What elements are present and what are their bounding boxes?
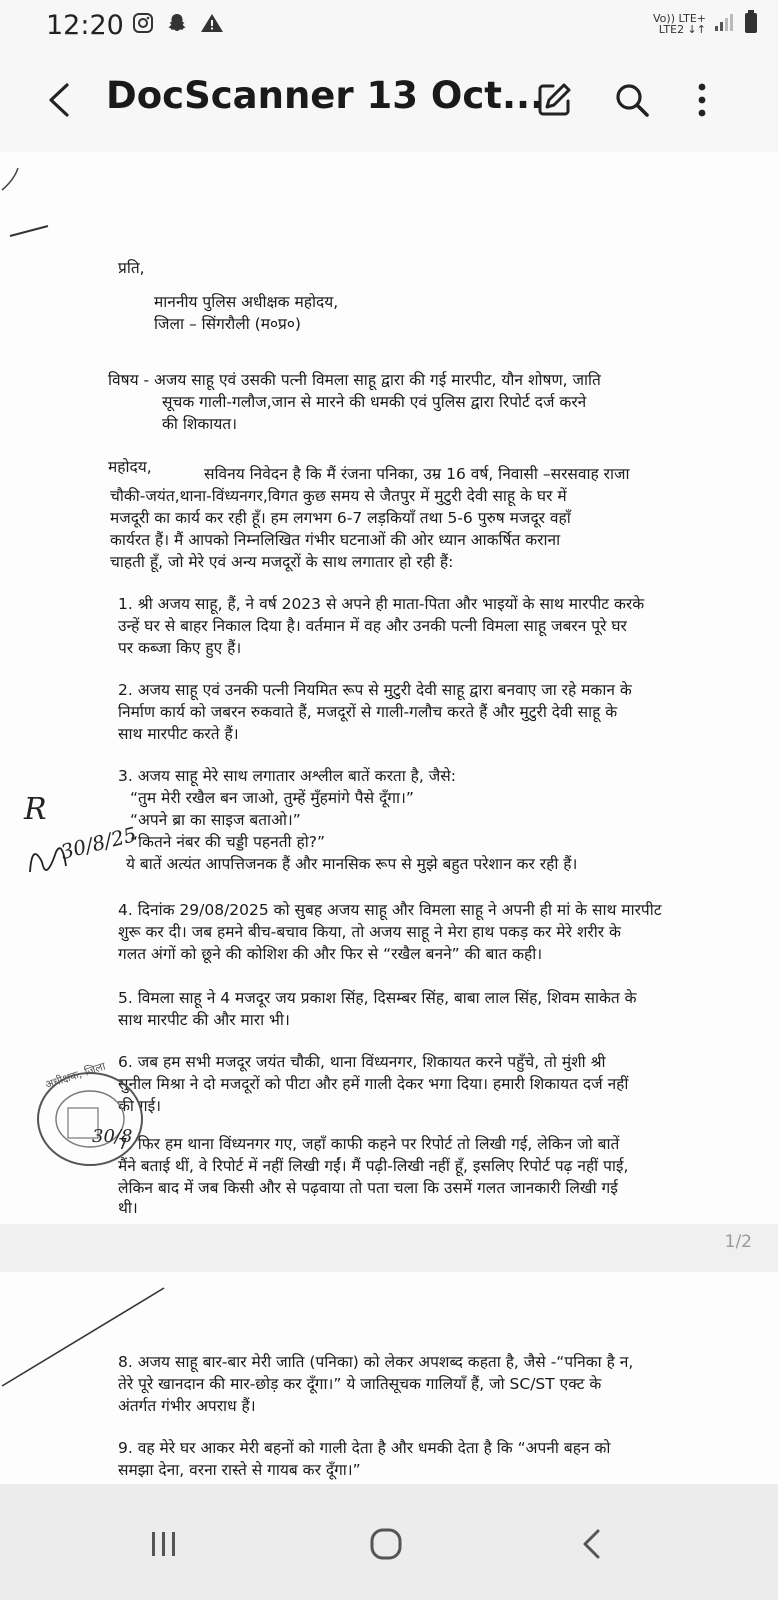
recipient-line: जिला – सिंगरौली (म०प्र०) bbox=[154, 315, 301, 333]
document-viewer[interactable] bbox=[0, 152, 778, 1484]
instagram-icon bbox=[132, 12, 154, 38]
quote-line: “कितने नंबर की चड्डी पहनती हो?” bbox=[130, 833, 325, 851]
body-line: चाहती हूँ, जो मेरे एवं अन्य मजदूरों के साथ लगातार हो रही हैं: bbox=[110, 553, 454, 571]
handwritten-note bbox=[24, 792, 139, 864]
point-1-line: 1. श्री अजय साहू, हैं, ने वर्ष 2023 से अपने ही माता-पिता और भाइयों के साथ मारपीट करके bbox=[118, 595, 645, 613]
handwritten-initial: R bbox=[24, 792, 47, 827]
point-5-line: साथ मारपीट की और मारा भी। bbox=[118, 1011, 290, 1029]
point-9-line: समझा देना, वरना रास्ते से गायब कर दूँगा।” bbox=[118, 1461, 361, 1479]
point-1-line: पर कब्जा किए हुए हैं। bbox=[118, 639, 242, 657]
back-nav-icon[interactable] bbox=[562, 1514, 622, 1574]
point-7-line: 7. फिर हम थाना विंध्यनगर गए, जहाँ काफी कहने पर रिपोर्ट तो लिखी गई, लेकिन जो बातें bbox=[118, 1135, 620, 1153]
network-label: Vo)) LTE+ LTE2 ↓↑ bbox=[653, 12, 706, 36]
battery-icon bbox=[744, 10, 758, 38]
document-page-2 bbox=[0, 1272, 778, 1484]
signature-mark bbox=[22, 832, 142, 892]
address-salutation: महोदय, bbox=[108, 458, 152, 476]
point-4-line: शुरू कर दी। जब हमने बीच-बचाव किया, तो अजय साहू ने मेरा हाथ पकड़ कर मेरे शरीर के bbox=[118, 923, 621, 941]
salutation-to: प्रति, bbox=[118, 259, 145, 277]
snapchat-icon bbox=[166, 12, 188, 38]
recent-apps-icon[interactable] bbox=[134, 1514, 194, 1574]
point-3-line: 3. अजय साहू मेरे साथ लगातार अश्लील बातें करता है, जैसे: bbox=[118, 767, 456, 785]
point-6-line: सुनील मिश्रा ने दो मजदूरों को पीटा और हमें गाली देकर भगा दिया। हमारी शिकायत दर्ज नहीं bbox=[118, 1075, 629, 1093]
point-8-line: अंतर्गत गंभीर अपराध हैं। bbox=[118, 1397, 256, 1415]
point-8-line: तेरे पूरे खानदान की मार-छोड़ कर दूँगा।” ये जातिसूचक गालियाँ हैं, जो SC/ST एक्ट के bbox=[118, 1375, 602, 1393]
quote-line: “अपने ब्रा का साइज बताओ।” bbox=[130, 811, 301, 829]
search-icon[interactable] bbox=[608, 76, 656, 124]
point-2-line: 2. अजय साहू एवं उनकी पत्नी नियमित रूप से मुटुरी देवी साहू द्वारा बनवाए जा रहे मकान के bbox=[118, 681, 632, 699]
point-6-line: की गई। bbox=[118, 1097, 162, 1115]
signal-icon bbox=[714, 12, 736, 36]
more-vertical-icon[interactable] bbox=[678, 76, 726, 124]
body-line: कार्यरत हैं। मैं आपको निम्नलिखित गंभीर घटनाओं की ओर ध्यान आकर्षित कराना bbox=[110, 531, 561, 549]
stamp-date: 30/8 bbox=[92, 1126, 133, 1147]
page-indicator: 1/2 bbox=[724, 1232, 752, 1252]
point-7-line: लेकिन बाद में जब किसी और से पढ़वाया तो पता चला कि उसमें गलत जानकारी लिखी गई bbox=[118, 1179, 618, 1197]
stamp-text: अधीक्षक, जिला bbox=[43, 1059, 108, 1092]
navigation-bar bbox=[0, 1484, 778, 1600]
point-4-line: 4. दिनांक 29/08/2025 को सुबह अजय साहू और विमला साहू ने अपनी ही मां के साथ मारपीट bbox=[118, 901, 662, 919]
body-line: मजदूरी का कार्य कर रही हूँ। हम लगभग 6-7 लड़कियाँ तथा 5-6 पुरुष मजदूर वहाँ bbox=[110, 509, 571, 527]
point-6-line: 6. जब हम सभी मजदूर जयंत चौकी, थाना विंध्यनगर, शिकायत करने पहुँचे, तो मुंशी श्री bbox=[118, 1053, 606, 1071]
point-1-line: उन्हें घर से बाहर निकाल दिया है। वर्तमान में वह और उनकी पत्नी विमला साहू जबरन पूरे घर bbox=[118, 617, 627, 635]
app-bar bbox=[0, 48, 778, 152]
document-title: DocScanner 13 Oct... bbox=[106, 74, 545, 117]
body-line: सविनय निवेदन है कि मैं रंजना पनिका, उम्र 16 वर्ष, निवासी –सरसवाह राजा bbox=[204, 465, 630, 483]
point-3-line: ये बातें अत्यंत आपत्तिजनक हैं और मानसिक रूप से मुझे बहुत परेशान कर रही हैं। bbox=[126, 855, 578, 873]
document-page-1 bbox=[0, 152, 778, 1224]
status-bar bbox=[0, 0, 778, 48]
point-4-line: गलत अंगों को छूने की कोशिश की और फिर से “रखैल बनने” की बात कही। bbox=[118, 945, 543, 963]
quote-line: “तुम मेरी रखैल बन जाओ, तुम्हें मुँहमांगे पैसे दूँगा।” bbox=[130, 789, 414, 807]
point-9-line: 9. वह मेरे घर आकर मेरी बहनों को गाली देता है और धमकी देता है कि “अपनी बहन को bbox=[118, 1439, 611, 1457]
point-8-line: 8. अजय साहू बार-बार मेरी जाति (पनिका) को लेकर अपशब्द कहता है, जैसे -“पनिका है न, bbox=[118, 1353, 634, 1371]
status-time: 12:20 bbox=[46, 10, 124, 41]
point-5-line: 5. विमला साहू ने 4 मजदूर जय प्रकाश सिंह, दिसम्बर सिंह, बाबा लाल सिंह, शिवम साकेत के bbox=[118, 989, 637, 1007]
point-2-line: निर्माण कार्य को जबरन रुकवाते हैं, मजदूरों से गाली-गलौच करते हैं और मुटुरी देवी साहू के bbox=[118, 703, 618, 721]
back-arrow-icon[interactable] bbox=[36, 76, 84, 124]
point-2-line: साथ मारपीट करते हैं। bbox=[118, 725, 239, 743]
point-7-line: मैंने बताई थीं, वे रिपोर्ट में नहीं लिखी गईं। मैं पढ़ी-लिखी नहीं हूँ, इसलिए रिपोर्ट पढ़ नहीं पाई, bbox=[118, 1157, 629, 1175]
edit-icon[interactable] bbox=[530, 76, 578, 124]
recipient-line: माननीय पुलिस अधीक्षक महोदय, bbox=[154, 293, 339, 311]
warning-icon bbox=[200, 12, 224, 38]
body-line: चौकी-जयंत,थाना-विंध्यनगर,विगत कुछ समय से जैतपुर में मुटुरी देवी साहू के घर में bbox=[110, 487, 567, 505]
subject-line: सूचक गाली-गलौज,जान से मारने की धमकी एवं पुलिस द्वारा रिपोर्ट दर्ज करने bbox=[162, 393, 587, 411]
point-7-line: थी। bbox=[118, 1199, 138, 1217]
subject-line: की शिकायत। bbox=[162, 415, 238, 433]
home-icon[interactable] bbox=[356, 1514, 416, 1574]
pen-mark bbox=[0, 160, 60, 240]
handwritten-date: 30/8/25 bbox=[58, 822, 139, 864]
subject-line: विषय - अजय साहू एवं उसकी पत्नी विमला साहू द्वारा की गई मारपीट, यौन शोषण, जाति bbox=[108, 371, 601, 389]
